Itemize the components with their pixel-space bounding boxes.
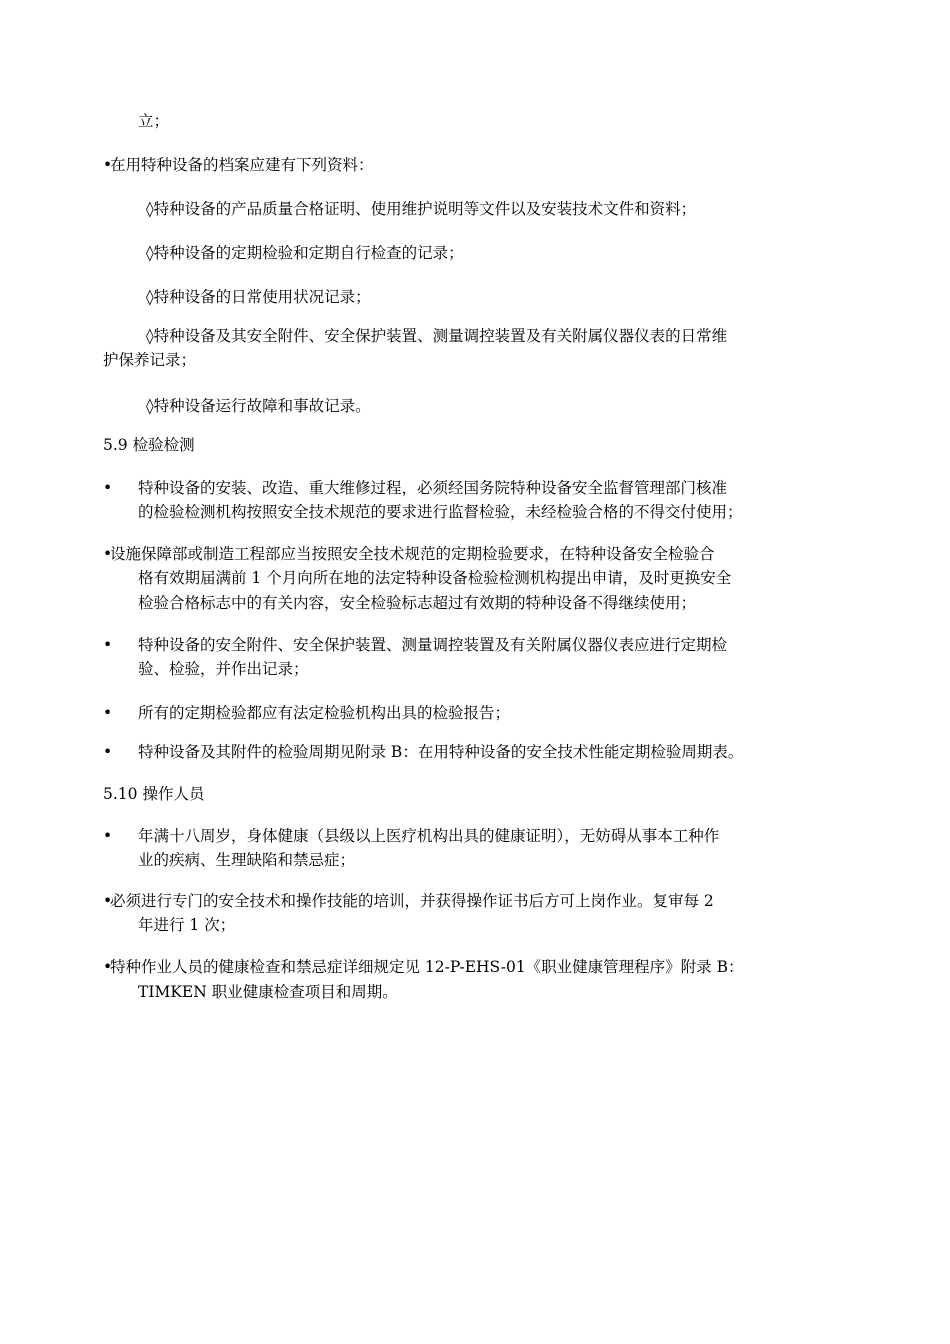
bullet-marker: •: [103, 892, 113, 910]
bullet-marker: •: [103, 479, 113, 497]
inspection-bullet-3-line1: 特种设备的安全附件、安全保护装置、测量调控装置及有关附属仪器仪表应进行定期检: [138, 636, 728, 654]
archive-item-daily-usage: ◊特种设备的日常使用状况记录；: [146, 288, 371, 306]
operator-bullet-3-line1: 特种作业人员的健康检查和禁忌症详细规定见 12-P-EHS-01《职业健康管理程序》附录 B：: [110, 958, 744, 976]
operator-bullet-1-line2: 业的疾病、生理缺陷和禁忌症；: [138, 851, 356, 869]
archive-item-maintenance-line1: ◊特种设备及其安全附件、安全保护装置、测量调控装置及有关附属仪器仪表的日常维: [146, 327, 728, 345]
inspection-bullet-4: 所有的定期检验都应有法定检验机构出具的检验报告；: [138, 704, 511, 722]
bullet-marker: •: [103, 156, 113, 174]
bullet-marker: •: [103, 636, 113, 654]
inspection-bullet-2-line3: 检验合格标志中的有关内容，安全检验标志超过有效期的特种设备不得继续使用；: [138, 594, 697, 612]
section-heading-5-10: 5.10 操作人员: [103, 785, 205, 803]
bullet-marker: •: [103, 827, 113, 845]
operator-bullet-2-line1: 必须进行专门的安全技术和操作技能的培训，并获得操作证书后方可上岗作业。复审每 2: [110, 892, 714, 910]
archive-item-periodic-inspection: ◊特种设备的定期检验和定期自行检查的记录；: [146, 244, 464, 262]
bullet-marker: •: [103, 743, 113, 761]
archive-requirements-text: 在用特种设备的档案应建有下列资料：: [110, 156, 374, 174]
bullet-marker: •: [103, 704, 113, 722]
operator-bullet-2-line2: 年进行 1 次；: [138, 916, 236, 934]
bullet-marker: •: [103, 545, 113, 563]
continuation-text: 立；: [138, 112, 170, 130]
inspection-bullet-2-line1: 设施保障部或制造工程部应当按照安全技术规范的定期检验要求，在特种设备安全检验合: [110, 545, 715, 563]
archive-item-maintenance-line2: 护保养记录；: [103, 351, 197, 369]
inspection-bullet-1-line2: 的检验检测机构按照安全技术规范的要求进行监督检验，未经检验合格的不得交付使用；: [138, 503, 743, 521]
archive-item-fault-records: ◊特种设备运行故障和事故记录。: [146, 397, 371, 415]
operator-bullet-3-line2: TIMKEN 职业健康检查项目和周期。: [138, 983, 398, 1001]
inspection-bullet-2-line2: 格有效期届满前 1 个月向所在地的法定特种设备检验检测机构提出申请，及时更换安全: [138, 569, 732, 587]
inspection-bullet-5: 特种设备及其附件的检验周期见附录 B：在用特种设备的安全技术性能定期检验周期表。: [138, 743, 744, 761]
inspection-bullet-1-line1: 特种设备的安装、改造、重大维修过程，必须经国务院特种设备安全监督管理部门核准: [138, 479, 728, 497]
inspection-bullet-3-line2: 验、检验，并作出记录；: [138, 660, 309, 678]
archive-item-quality-certificate: ◊特种设备的产品质量合格证明、使用维护说明等文件以及安装技术文件和资料；: [146, 200, 697, 218]
section-heading-5-9: 5.9 检验检测: [103, 436, 195, 454]
bullet-marker: •: [103, 958, 113, 976]
operator-bullet-1-line1: 年满十八周岁，身体健康（县级以上医疗机构出具的健康证明），无妨碍从事本工种作: [138, 827, 720, 845]
